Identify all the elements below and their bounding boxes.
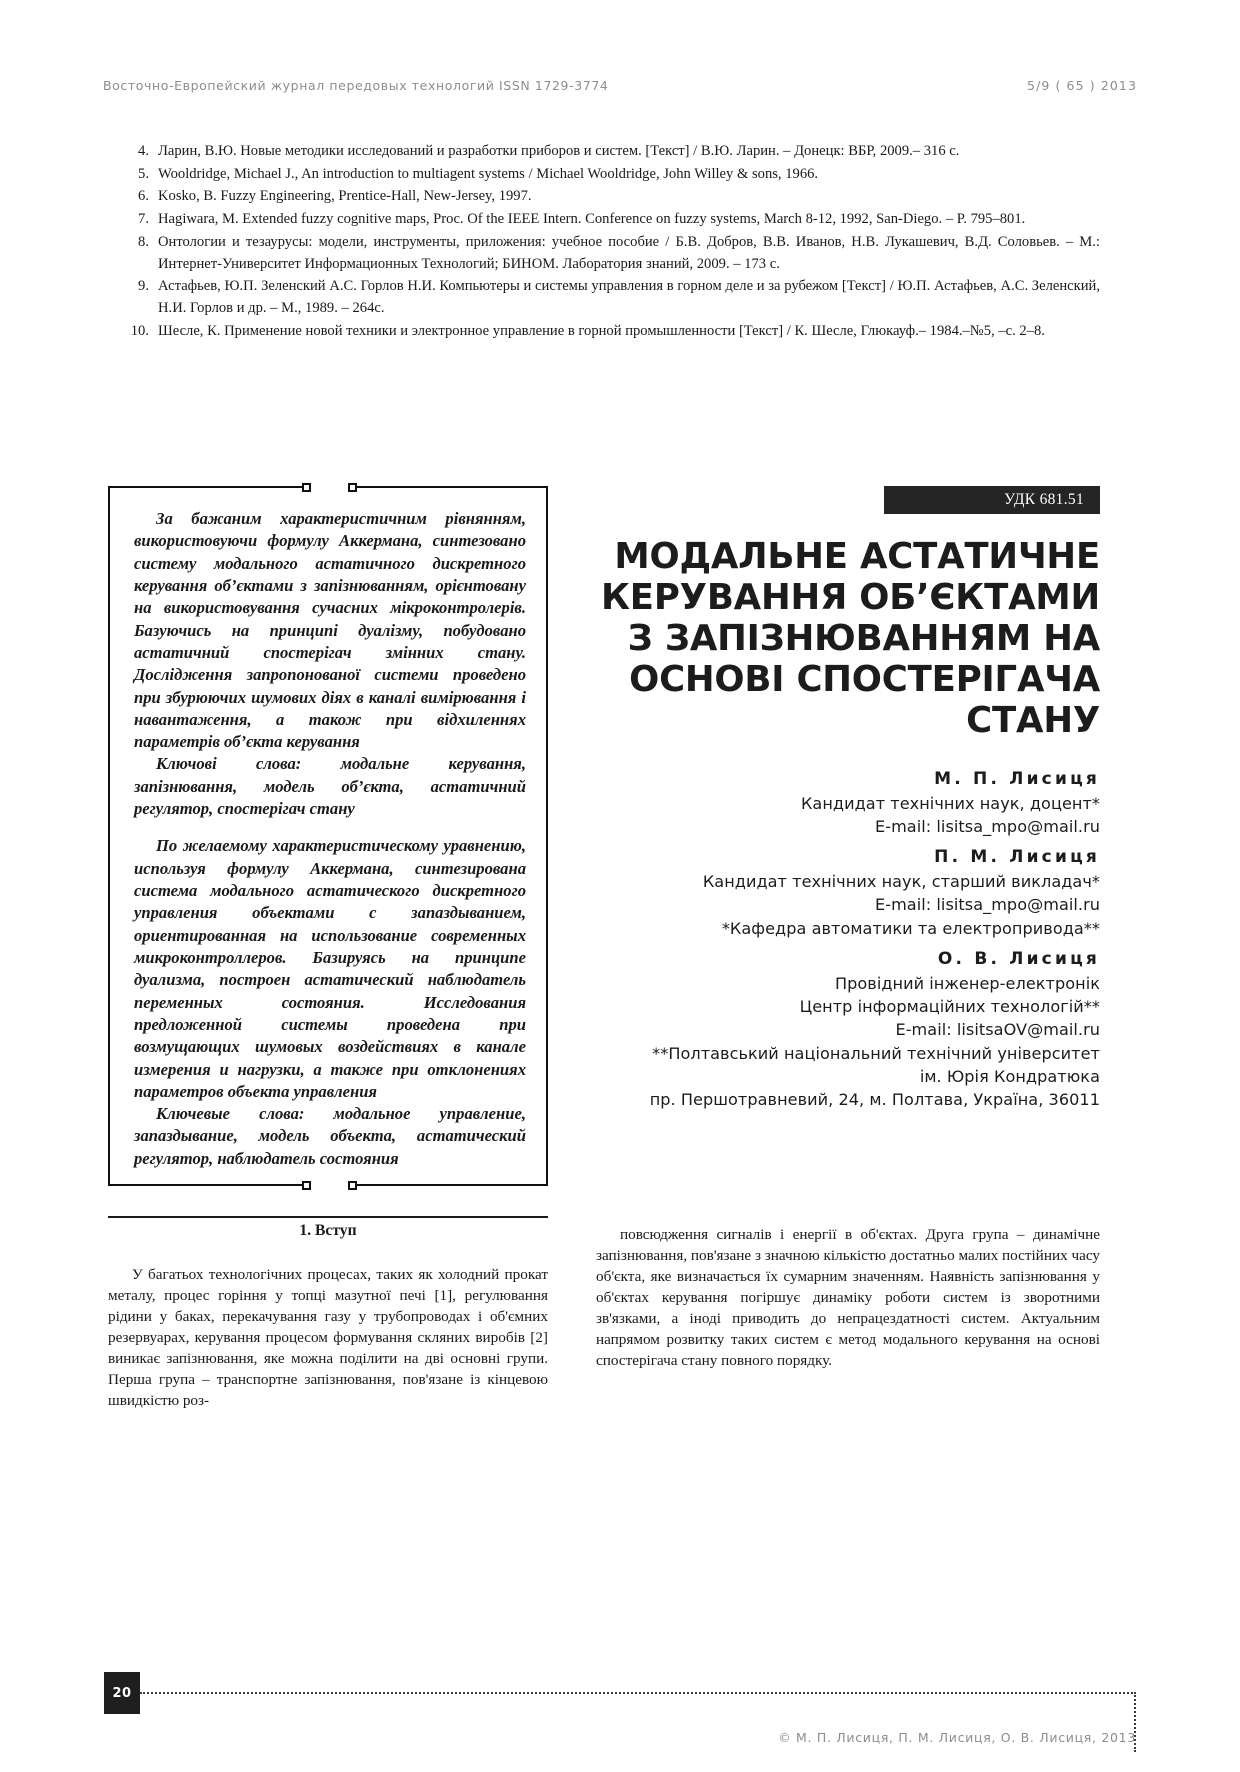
affiliation-address: пр. Першотравневий, 24, м. Полтава, Україна, 36011 bbox=[649, 1090, 1100, 1110]
author-department: *Кафедра автоматики та електропривода** bbox=[721, 918, 1100, 938]
body-column-right bbox=[596, 1224, 1100, 1371]
copyright-notice: © М. П. Лисиця, П. М. Лисиця, О. В. Лисиця, 2013 bbox=[778, 1730, 1136, 1745]
corner-square-icon bbox=[302, 1181, 311, 1190]
reference-item bbox=[128, 321, 1100, 343]
page-number: 20 bbox=[104, 1672, 140, 1714]
reference-number: 7. bbox=[138, 211, 149, 228]
reference-item bbox=[128, 232, 1100, 275]
abstract-ru-keywords: Ключевые слова: модальное управление, запаздывание, модель объекта, астатический регулятор, наблюдатель состояния bbox=[134, 1104, 526, 1168]
author-position: Провідний інженер-електронік bbox=[834, 973, 1100, 993]
body-paragraph: У багатьох технологічних процесах, таких як холодний прокат металу, процес горіння у топці мазутної печі [1], регулювання рідини у баках, перекачування газу у трубопроводах і об'ємних резервуарах, керування процесом формування скляних виробів [2] виникає запізнювання, яке можна поділити на дві основні групи. Перша група – транспортне запізнювання, пов'язане із кінцевою швидкістю роз- bbox=[108, 1266, 548, 1410]
reference-text: Астафьев, Ю.П. Зеленский А.С. Горлов Н.И. Компьютеры и системы управления в горном деле и за рубежом [Текст] / Ю.П. Астафьев, А.С. Зеленский, Н.И. Горлов и др. – М., 1989. – 264с. bbox=[158, 278, 1100, 317]
reference-text: Шесле, К. Применение новой техники и электронное управление в горной промышленности [Текст] / К. Шесле, Глюкауф.– 1984.–№5, –с. 2–8. bbox=[158, 322, 1045, 339]
abstract-box bbox=[108, 486, 548, 1186]
reference-list bbox=[128, 141, 1100, 344]
affiliation-line-1: **Полтавський національний технічний університет bbox=[652, 1043, 1100, 1063]
author-unit: Центр інформаційних технологій** bbox=[799, 996, 1100, 1016]
author-name: П. М. Лисиця bbox=[934, 847, 1100, 868]
reference-number: 8. bbox=[138, 233, 149, 250]
author-position: Кандидат технічних наук, старший викладач* bbox=[702, 871, 1100, 891]
affiliation-line-2: ім. Юрія Кондратюка bbox=[919, 1066, 1100, 1086]
body-column-left bbox=[108, 1264, 548, 1411]
abstract-block bbox=[108, 486, 548, 1186]
abstract-spacer bbox=[134, 820, 526, 835]
body-paragraph: повсюдження сигналів і енергії в об'єктах. Друга група – динамічне запізнювання, пов'язане з значною кількістю достатньо малих постійних часу об'єкта, яке визначається їх сумарним значенням. Наявність запізнювання у об'єктах керування погіршує динаміку роботи систем із зворотними зв'язками, а іноді приводить до непрацездатності систем. Актуальним напрямом розвитку таких систем є метод модального керування на основі спостерігача стану повного порядку. bbox=[596, 1226, 1100, 1370]
author-email: E-mail: lisitsa_mpo@mail.ru bbox=[875, 817, 1100, 837]
reference-number: 9. bbox=[138, 278, 149, 295]
reference-item bbox=[128, 141, 1100, 163]
section-heading: 1. Вступ bbox=[299, 1222, 357, 1239]
running-head bbox=[103, 78, 1137, 100]
udk-badge: УДК 681.51 bbox=[884, 486, 1100, 514]
reference-item bbox=[128, 209, 1100, 231]
running-head-journal: Восточно-Европейский журнал передовых технологий ISSN 1729-3774 bbox=[103, 78, 609, 93]
reference-text: Kosko, B. Fuzzy Engineering, Prentice-Hall, New-Jersey, 1997. bbox=[158, 188, 532, 205]
abstract-notch-bottom bbox=[306, 1181, 352, 1188]
running-head-issue: 5/9 ( 65 ) 2013 bbox=[1027, 78, 1137, 93]
reference-text: Wooldridge, Michael J., An introduction to multiagent systems / Michael Wooldridge, John Willey & sons, 1966. bbox=[158, 165, 819, 182]
corner-square-icon bbox=[348, 483, 357, 492]
author-email: E-mail: lisitsaOV@mail.ru bbox=[895, 1020, 1100, 1040]
reference-item bbox=[128, 164, 1100, 186]
abstract-ua-keywords: Ключові слова: модальне керування, запізнювання, модель об’єкта, астатичний регулятор, спостерігач стану bbox=[134, 754, 526, 819]
reference-number: 4. bbox=[138, 143, 149, 159]
abstract-notch-top bbox=[306, 484, 352, 491]
article-header bbox=[596, 486, 1100, 1112]
author-name: М. П. Лисиця bbox=[934, 769, 1100, 790]
author-email: E-mail: lisitsa_mpo@mail.ru bbox=[875, 895, 1100, 915]
corner-square-icon bbox=[302, 483, 311, 492]
reference-text: Ларин, В.Ю. Новые методики исследований и разработки приборов и систем. [Текст] / В.Ю. Ларин. – Донецк: ВБР, 2009.– 316 с. bbox=[158, 143, 960, 159]
abstract-ru-body: По желаемому характеристическому уравнению, используя формулу Аккермана, синтезирована система модального астатического дискретного управления объектами с запаздыванием, ориентированная на использование современных микроконтроллеров. Базируясь на принципе дуализма, построен астатический наблюдатель переменных состояния. Исследования предложенной системы проведена при возмущающих шумовых воздействиях в канале измерения и нагрузки, а также при отклонениях параметров объекта управления bbox=[134, 836, 526, 1101]
reference-item bbox=[128, 276, 1100, 319]
footer-rule bbox=[140, 1692, 1136, 1694]
reference-item bbox=[128, 186, 1100, 208]
section-divider bbox=[108, 1216, 548, 1218]
reference-number: 5. bbox=[138, 165, 149, 182]
page-title: МОДАЛЬНЕ АСТАТИЧНЕ КЕРУВАННЯ ОБ’ЄКТАМИ З ЗАПІЗНЮВАННЯМ НА ОСНОВІ СПОСТЕРІГАЧА СТАНУ bbox=[600, 536, 1100, 742]
reference-text: Онтологии и тезаурусы: модели, инструменты, приложения: учебное пособие / Б.В. Добров, В.В. Иванов, Н.В. Лукашевич, В.Д. Соловьев. – М.: Интернет-Университет Информационных Технологий; БИНОМ. Лаборатория знаний, 2009. – 173 с. bbox=[158, 233, 1100, 272]
author-name: О. В. Лисиця bbox=[937, 948, 1100, 969]
reference-number: 10. bbox=[130, 322, 149, 339]
author-block bbox=[596, 767, 1100, 1112]
reference-number: 6. bbox=[138, 188, 149, 205]
corner-square-icon bbox=[348, 1181, 357, 1190]
abstract-ua-body: За бажаним характеристичним рівнянням, використовуючи формулу Аккермана, синтезовано систему модального астатичного дискретного керування об’єктами з запізнюванням, орієнтовану на використовування сучасних мікроконтролерів. Базуючись на принципі дуалізму, побудовано астатичний спостерігач змінних стану. Дослідження запропонованої системи проведено при збурюючих шумових діях в каналі вимірювання і навантаження, а також при відхиленнях параметрів об’єкта керування bbox=[134, 509, 526, 752]
author-position: Кандидат технічних наук, доцент* bbox=[800, 793, 1100, 813]
reference-text: Hagiwara, M. Extended fuzzy cognitive maps, Proc. Of the IEEE Intern. Conference on fuzzy systems, March 8-12, 1992, San-Diego. – P. 795–801. bbox=[158, 211, 1026, 228]
